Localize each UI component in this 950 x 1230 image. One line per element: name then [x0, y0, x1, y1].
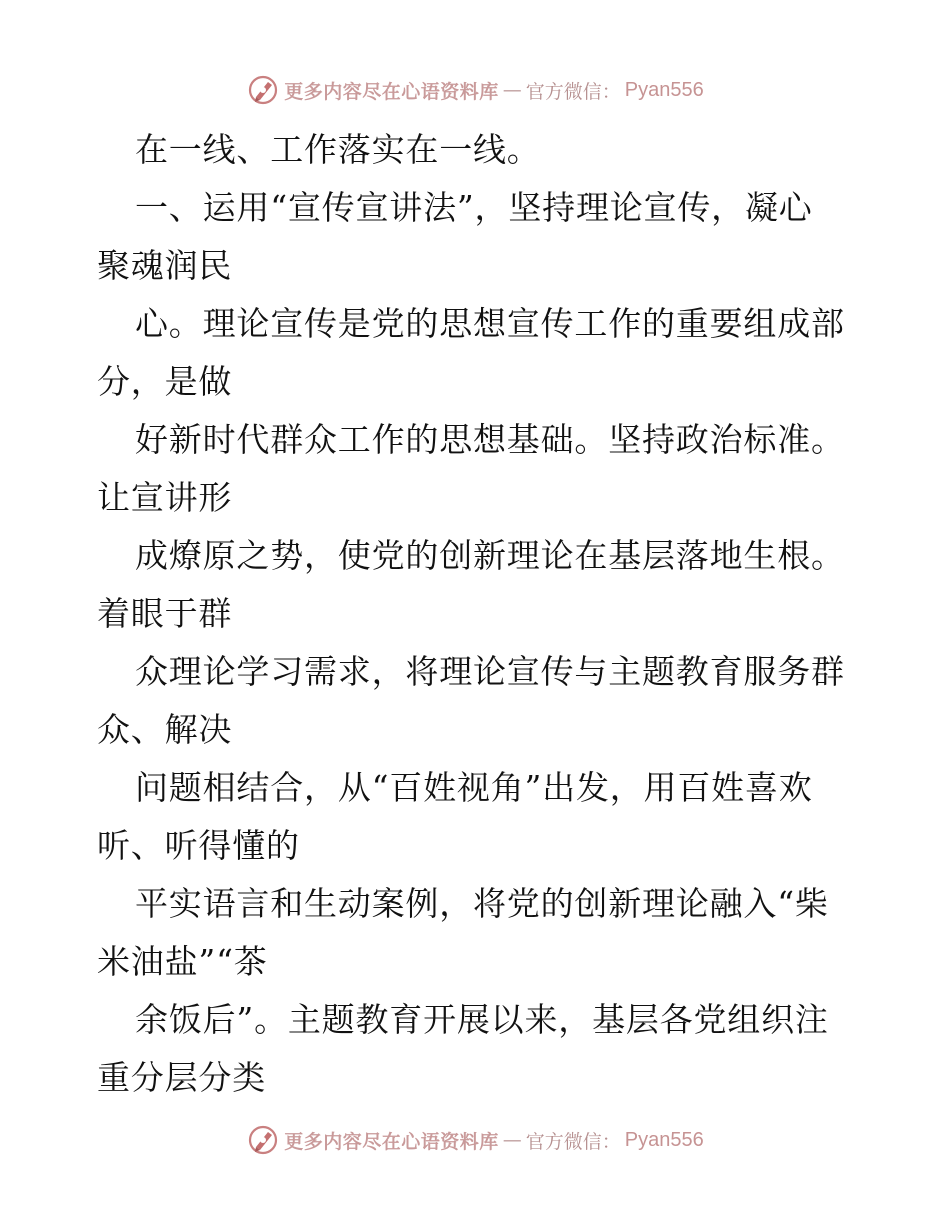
watermark-group — [246, 73, 704, 107]
footer-watermark — [0, 1120, 950, 1160]
text-line: 众理论学习需求，将理论宣传与主题教育服务群 — [135, 652, 845, 691]
watermark-contact-id: Pyan556 — [624, 1128, 704, 1151]
text-line: 众、解决 — [97, 710, 233, 749]
text-line: 聚魂润民 — [97, 246, 233, 285]
text-line: 余饭后”。主题教育开展以来，基层各党组织注 — [135, 1000, 829, 1039]
watermark-contact-label: 官方微信： — [525, 1130, 621, 1153]
text-line: 重分层分类 — [97, 1058, 266, 1097]
pen-logo-icon — [246, 73, 280, 107]
watermark-separator: — — [502, 79, 522, 101]
watermark-group — [246, 1123, 704, 1157]
watermark-contact-id: Pyan556 — [624, 78, 704, 101]
text-line: 听、听得懂的 — [97, 826, 300, 865]
watermark-brand: 更多内容尽在心语资料库 — [284, 80, 499, 103]
text-line: 成燎原之势，使党的创新理论在基层落地生根。 — [135, 536, 845, 575]
text-line: 心。理论宣传是党的思想宣传工作的重要组成部 — [135, 304, 845, 343]
text-line: 分，是做 — [97, 362, 233, 401]
text-line: 米油盐”“茶 — [97, 942, 268, 981]
text-line: 在一线、工作落实在一线。 — [135, 130, 541, 169]
text-line: 让宣讲形 — [97, 478, 233, 517]
text-line: 好新时代群众工作的思想基础。坚持政治标准。 — [135, 420, 845, 459]
text-line: 一、运用“宣传宣讲法”，坚持理论宣传，凝心 — [135, 188, 813, 227]
watermark-contact-label: 官方微信： — [525, 80, 621, 103]
text-line: 平实语言和生动案例，将党的创新理论融入“柴 — [135, 884, 829, 923]
pen-logo-icon — [246, 1123, 280, 1157]
watermark-brand: 更多内容尽在心语资料库 — [284, 1130, 499, 1153]
header-watermark — [0, 70, 950, 110]
text-line: 着眼于群 — [97, 594, 233, 633]
watermark-separator: — — [502, 1129, 522, 1151]
text-line: 问题相结合，从“百姓视角”出发，用百姓喜欢 — [135, 768, 813, 807]
